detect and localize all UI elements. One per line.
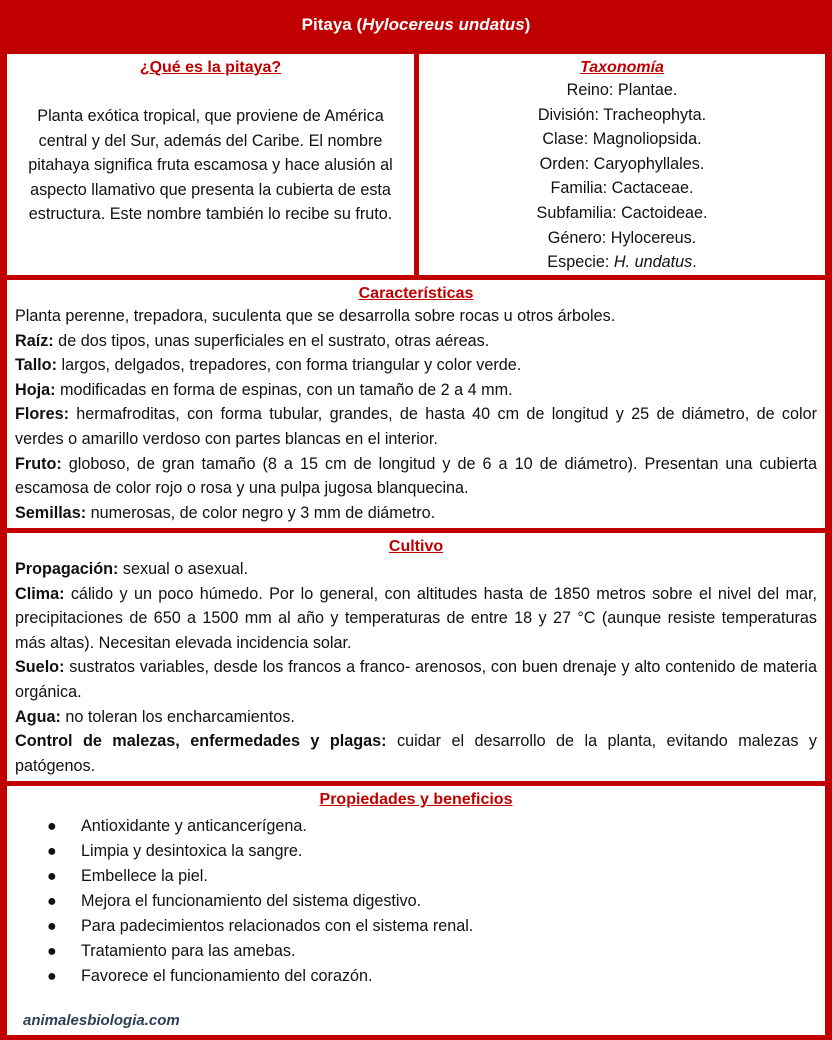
cultivation-label: Suelo: [15,658,65,677]
characteristic-text: largos, delgados, trepadores, con forma triangular y color verde. [56,356,522,375]
taxonomy-row: División: Tracheophyta. [537,105,707,124]
taxonomy-row: Subfamilia: Cactoideae. [536,203,708,222]
taxonomy-list [427,78,817,275]
benefit-text: Limpia y desintoxica la sangre. [81,842,303,860]
cultivation-text: cálido y un poco húmedo. Por lo general, con altitudes hasta de 1850 metros sobre el nivel del mar, precipitaciones de 650 a 1500 mm al año y temperaturas de entre 18 y 27 °C (aunque resiste temperaturas más altas). Necesitan elevada incidencia solar. [15,584,817,652]
site-watermark: animalesbiologia.com [23,1012,180,1029]
bullet-icon: ● [47,918,57,935]
cultivation-label: Agua: [15,707,61,726]
list-item [15,864,817,889]
characteristic-label: Fruto: [15,454,62,473]
cultivation-body [15,557,817,778]
cultivation-label: Clima: [15,584,65,603]
characteristic-item [15,402,817,451]
benefit-text: Antioxidante y anticancerígena. [81,817,307,835]
cultivation-item [15,557,817,582]
characteristic-item [15,501,817,526]
characteristic-item [15,353,817,378]
characteristic-label: Semillas: [15,503,87,522]
bullet-icon: ● [47,868,57,885]
taxonomy-row: Género: Hylocereus. [547,228,697,247]
characteristic-label: Raíz: [15,331,54,350]
characteristic-item [15,452,817,501]
characteristics-intro: Planta perenne, trepadora, suculenta que se desarrolla sobre rocas u otros árboles. [15,307,616,325]
species-end: . [692,253,697,272]
what-is-text: Planta exótica tropical, que proviene de América central y del Sur, además del Caribe. El nombre pitahaya significa fruta escamosa y hace alusión al aspecto llamativo que presenta la cubierta de esta estructura. Este nombre también lo recibe su fruto. [28,107,393,224]
benefit-text: Para padecimientos relacionados con el sistema renal. [81,917,474,935]
cultivation-text: sustratos variables, desde los francos a franco- arenosos, con buen drenaje y alto contenido de materia orgánica. [15,658,817,701]
cultivation-item [15,655,817,704]
list-item [15,814,817,839]
cultivation-item [15,582,817,656]
cultivation-text: sexual o asexual. [118,560,249,578]
benefit-text: Mejora el funcionamiento del sistema digestivo. [81,892,422,910]
title-close-paren: ) [524,15,531,34]
title-text: Pitaya ( [301,15,363,34]
cultivation-text: cuidar el desarrollo de la planta, evitando malezas y patógenos. [15,732,817,775]
what-is-section [7,54,414,275]
cultivation-item [15,705,817,730]
list-item [15,939,817,964]
taxonomy-title: Taxonomía [580,59,664,76]
benefits-section [7,786,825,1035]
benefits-list [15,814,817,989]
bullet-icon: ● [47,818,57,835]
cultivation-text: no toleran los encharcamientos. [60,707,295,726]
list-item [15,889,817,914]
characteristic-text: globoso, de gran tamaño (8 a 15 cm de longitud y de 6 a 10 de diámetro). Presentan una cubierta escamosa de color rojo o rosa y una pulpa jugosa blanquecina. [15,454,817,498]
benefit-text: Favorece el funcionamiento del corazón. [81,967,373,985]
taxonomy-row: Reino: Plantae. [566,81,678,99]
cultivation-title: Cultivo [388,538,444,555]
bullet-icon: ● [47,843,57,860]
characteristic-text: hermafroditas, con forma tubular, grandes, de hasta 40 cm de longitud y 25 de diámetro, de color verdes o amarillo verdoso con partes blancas en el interior. [15,405,817,448]
species-label: Especie: [547,253,614,272]
characteristic-label: Hoja: [15,380,56,399]
what-is-title: ¿Qué es la pitaya? [139,59,282,76]
taxonomy-row: Orden: Caryophyllales. [539,154,705,173]
characteristic-label: Tallo: [15,356,57,375]
benefits-title: Propiedades y beneficios [319,791,513,808]
taxonomy-row-species [427,250,817,275]
characteristic-text: numerosas, de color negro y 3 mm de diámetro. [86,503,436,522]
characteristic-text: de dos tipos, unas superficiales en el sustrato, otras aéreas. [53,331,490,350]
bullet-icon: ● [47,943,57,960]
bullet-icon: ● [47,893,57,910]
taxonomy-row: Familia: Cactaceae. [550,179,694,198]
characteristics-body [15,304,817,525]
characteristics-title: Características [358,285,474,302]
characteristics-section [7,280,825,528]
characteristic-text: modificadas en forma de espinas, con un tamaño de 2 a 4 mm. [55,380,513,399]
cultivation-label: Control de malezas, enfermedades y plagas: [15,732,387,751]
table-title [0,0,832,50]
taxonomy-section [419,54,825,275]
characteristic-item [15,378,817,403]
cultivation-item [15,729,817,778]
cultivation-section [7,533,825,781]
bullet-icon: ● [47,968,57,985]
species-value: H. undatus [613,253,693,272]
cultivation-label: Propagación: [15,560,119,578]
characteristic-item [15,329,817,354]
benefit-text: Tratamiento para las amebas. [81,942,296,960]
list-item [15,839,817,864]
taxonomy-row: Clase: Magnoliopsida. [542,130,702,149]
list-item [15,964,817,989]
benefit-text: Embellece la piel. [81,867,208,885]
list-item [15,914,817,939]
characteristic-label: Flores: [15,405,69,424]
title-scientific-name: Hylocereus undatus [362,15,525,34]
